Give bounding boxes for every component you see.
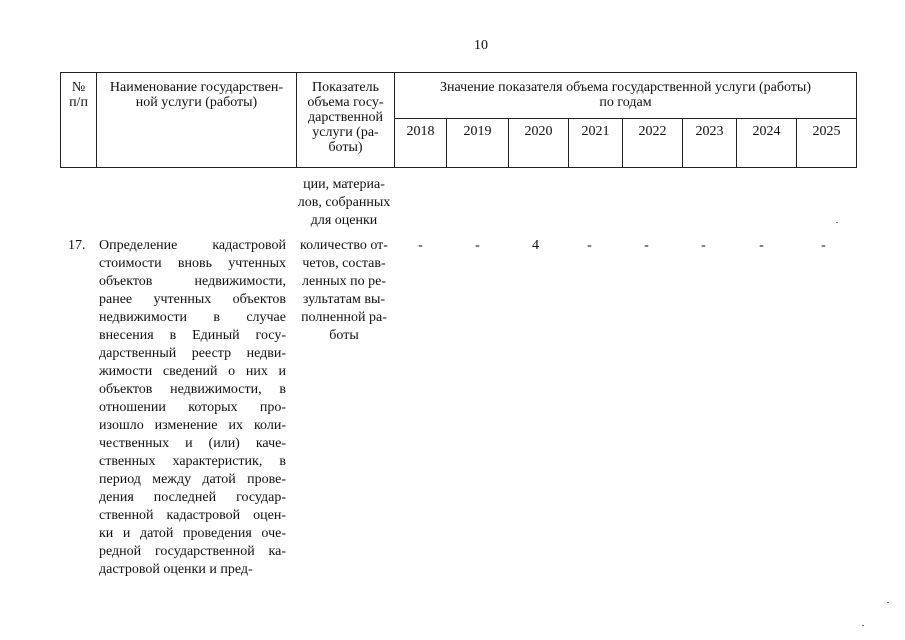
row-17-name-line: недвижимости в случае xyxy=(99,310,286,325)
header-name-line: ной услуги (работы) xyxy=(135,95,258,110)
row-17-value-2025: - xyxy=(821,238,826,253)
row-17-number: 17. xyxy=(68,238,86,253)
header-value-group xyxy=(395,80,856,110)
row-17-value-2020: 4 xyxy=(532,238,539,253)
row-17-name-line: внесения в Единый госу- xyxy=(99,328,286,343)
row-17-indicator-line: количество от- xyxy=(300,238,388,253)
row-17-name-line: жимости сведений о них и xyxy=(99,364,286,379)
row-17-name-line: изошло изменение их коли- xyxy=(99,418,286,433)
header-indicator-line: услуги (ра- xyxy=(312,125,379,140)
continuation-indicator-line: лов, собранных xyxy=(297,195,391,210)
row-17-value-2019: - xyxy=(475,238,480,253)
row-17-name-line: ственной кадастровой оцен- xyxy=(99,508,286,523)
row-17-name-line: ранее учтенных объектов xyxy=(99,292,286,307)
header-indicator xyxy=(297,80,394,155)
row-17-indicator-line: ленных по ре- xyxy=(302,274,386,289)
header-year-2022: 2022 xyxy=(638,124,667,139)
continuation-indicator xyxy=(292,176,396,230)
row-17-name-line: период между датой прове- xyxy=(99,472,286,487)
row-17-value-2022: - xyxy=(644,238,649,253)
table-header-years-border xyxy=(394,118,857,119)
header-name-line: Наименование государствен- xyxy=(109,80,284,95)
page-number: 10 xyxy=(474,38,488,53)
header-indicator-line: боты) xyxy=(328,140,363,155)
header-year-2023: 2023 xyxy=(695,124,724,139)
row-17-name-line: чественных и (или) каче- xyxy=(99,436,286,451)
row-17-name-line: дастровой оценки и пред- xyxy=(99,562,253,577)
row-17-indicator-line: четов, состав- xyxy=(302,256,386,271)
scan-speck xyxy=(862,625,864,626)
header-year-2021: 2021 xyxy=(581,124,610,139)
header-num-line: № xyxy=(71,80,86,95)
scan-speck xyxy=(836,222,838,223)
header-indicator-line: Показатель xyxy=(312,80,379,95)
row-17-name-line: дарственный реестр недви- xyxy=(99,346,286,361)
header-year-2019: 2019 xyxy=(463,124,492,139)
scan-speck xyxy=(887,602,889,603)
row-17-indicator-line: зультатам вы- xyxy=(302,292,386,307)
row-17-name-line: Определение кадастровой xyxy=(99,238,286,253)
table-header-top-border xyxy=(60,72,857,73)
header-value-group-line: по годам xyxy=(599,95,652,110)
header-year-2020: 2020 xyxy=(524,124,553,139)
header-indicator-line: объема госу- xyxy=(307,95,384,110)
row-17-name-line: ки и датой проведения оче- xyxy=(99,526,286,541)
header-year-2018: 2018 xyxy=(406,124,435,139)
header-num-line: п/п xyxy=(69,95,88,110)
header-name xyxy=(97,80,296,110)
row-17-name-line: редной государственной ка- xyxy=(99,544,286,559)
row-17-value-2021: - xyxy=(587,238,592,253)
row-17-name-line: объектов недвижимости, в xyxy=(99,382,286,397)
table-header-vline-right xyxy=(856,72,857,168)
row-17-name-line: дения последней государ- xyxy=(99,490,286,505)
row-17-name xyxy=(99,237,286,579)
table-header-bottom-border xyxy=(60,167,857,168)
header-value-group-line: Значение показателя объема государственной услуги (работы) xyxy=(440,80,811,95)
header-year-2025: 2025 xyxy=(812,124,841,139)
row-17-indicator-line: боты xyxy=(329,328,359,343)
row-17-name-line: объектов недвижимости, xyxy=(99,274,286,289)
row-17-indicator xyxy=(292,237,396,345)
header-num xyxy=(61,80,96,110)
row-17-name-line: отношении которых про- xyxy=(99,400,286,415)
header-indicator-line: дарственной xyxy=(308,110,383,125)
row-17-value-2018: - xyxy=(418,238,423,253)
row-17-indicator-line: полненной ра- xyxy=(301,310,387,325)
row-17-value-2024: - xyxy=(759,238,764,253)
row-17-name-line: ственных характеристик, в xyxy=(99,454,286,469)
header-year-2024: 2024 xyxy=(752,124,781,139)
continuation-indicator-line: ции, материа- xyxy=(303,177,385,192)
continuation-indicator-line: для оценки xyxy=(310,213,378,228)
row-17-name-line: стоимости вновь учтенных xyxy=(99,256,286,271)
row-17-value-2023: - xyxy=(701,238,706,253)
